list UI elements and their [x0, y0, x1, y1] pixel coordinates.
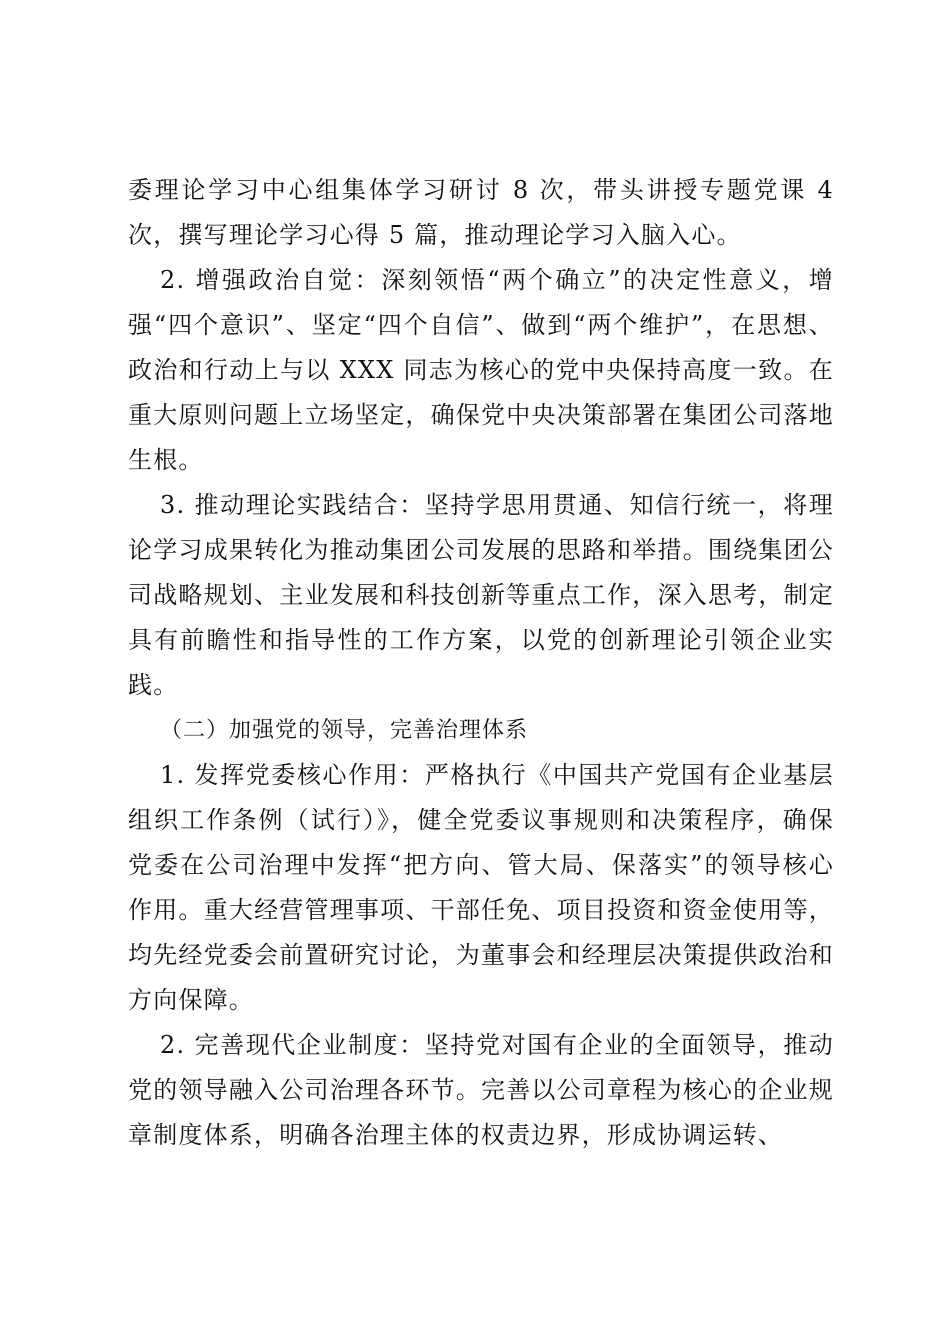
paragraph-item-political-awareness: 2. 增强政治自觉：深刻领悟“两个确立”的决定性意义，增强“四个意识”、坚定“四个自信”、做到“两个维护”，在思想、政治和行动上与以 XXX 同志为核心的党中央保持高度一致。在重大原则问题上立场坚定，确保党中央决策部署在集团公司落地生根。	[128, 266, 834, 474]
paragraph-item-party-committee-role: 1. 发挥党委核心作用：严格执行《中国共产党国有企业基层组织工作条例（试行）》，健全党委议事规则和决策程序，确保党委在公司治理中发挥“把方向、管大局、保落实”的领导核心作用。重大经营管理事项、干部任免、项目投资和资金使用等，均先经党委会前置研究讨论，为董事会和经理层决策提供政治和方向保障。	[128, 761, 834, 1014]
document-body	[128, 168, 834, 1158]
paragraph-item-modern-enterprise-system: 2. 完善现代企业制度：坚持党对国有企业的全面领导，推动党的领导融入公司治理各环节。完善以公司章程为核心的企业规章制度体系，明确各治理主体的权责边界，形成协调运转、	[128, 1031, 834, 1149]
paragraph-item-theory-practice: 3. 推动理论实践结合：坚持学思用贯通、知信行统一，将理论学习成果转化为推动集团公司发展的思路和举措。围绕集团公司战略规划、主业发展和科技创新等重点工作，深入思考，制定具有前瞻性和指导性的工作方案，以党的创新理论引领企业实践。	[128, 491, 834, 699]
paragraph-continuation: 委理论学习中心组集体学习研讨 8 次，带头讲授专题党课 4 次，撰写理论学习心得 5 篇，推动理论学习入脑入心。	[128, 176, 834, 249]
section-heading: （二）加强党的领导，完善治理体系	[160, 718, 529, 743]
